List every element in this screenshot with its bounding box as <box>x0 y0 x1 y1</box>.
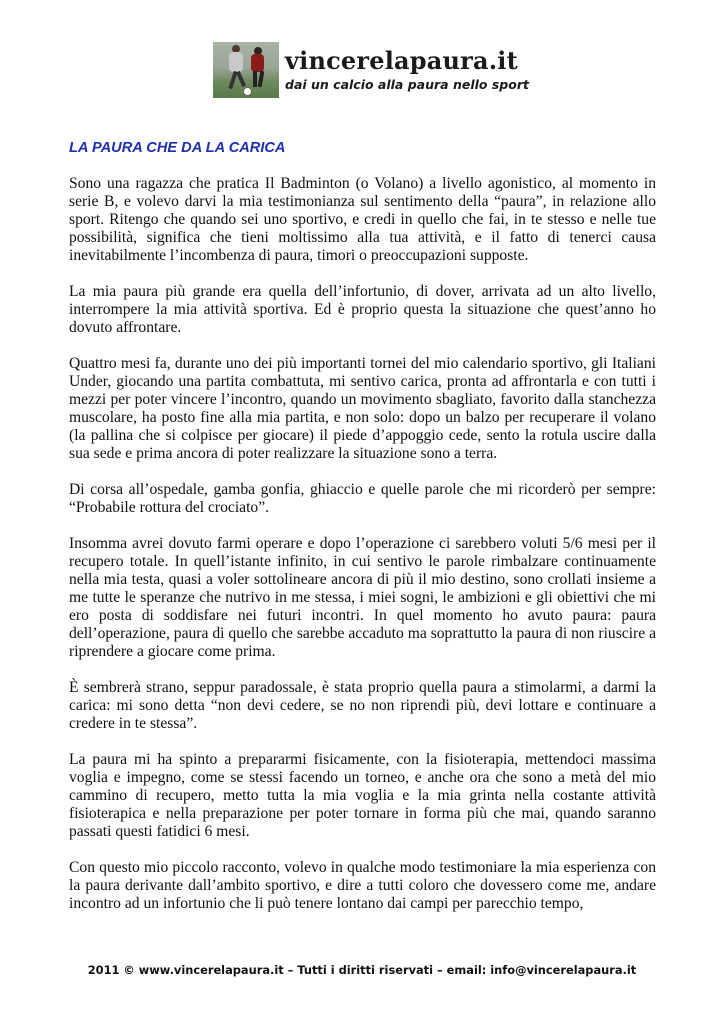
paragraph: Sono una ragazza che pratica Il Badminton (o Volano) a livello agonistico, al momento in serie B, e volevo darvi la mia testimonianza sul sentimento della “paura”, in relazione allo sport. Ritengo che quando sei uno sportivo, e credi in quello che fai, in te stesso e nelle tue possibilità, significa che tieni moltissimo alla tua attività, e il fatto di tenerci causa inevitabilmente l’incombenza di paura, timori o preoccupazioni supposte. <box>69 175 656 264</box>
paragraph: Di corsa all’ospedale, gamba gonfia, ghiaccio e quelle parole che mi ricorderò per sempre: “Probabile rottura del crociato”. <box>69 481 656 516</box>
site-name: vincerelapaura.it <box>285 46 518 75</box>
site-tagline: dai un calcio alla paura nello sport <box>285 77 529 92</box>
site-header <box>213 42 529 100</box>
article-title: LA PAURA CHE DA LA CARICA <box>69 140 286 156</box>
paragraph: La paura mi ha spinto a prepararmi fisicamente, con la fisioterapia, mettendoci massima voglia e impegno, come se stessi facendo un torneo, e anche ora che sono a metà del mio cammino di recupero, metto tutta la mia voglia e la mia grinta nella costante attività fisioterapica e nella preparazione per poter tornare in forma più che mai, quando saranno passati questi fatidici 6 mesi. <box>69 751 656 840</box>
page-footer: 2011 © www.vincerelapaura.it – Tutti i diritti riservati – email: info@vincerelapaura.it <box>87 963 637 977</box>
paragraph: La mia paura più grande era quella dell’infortunio, di dover, arrivata ad un alto livello, interrompere la mia attività sportiva. Ed è proprio questa la situazione che quest’anno ho dovuto affrontare. <box>69 283 656 336</box>
paragraph: Quattro mesi fa, durante uno dei più importanti tornei del mio calendario sportivo, gli Italiani Under, giocando una partita combattuta, mi sentivo carica, pronta ad affrontarla e con tutti i mezzi per poter vincere l’incontro, quando un movimento sbagliato, favorito dalla stanchezza muscolare, ha posto fine alla mia partita, e non solo: dopo un balzo per recuperare il volano (la pallina che si colpisce per giocare) il piede d’appoggio cede, sento la rotula uscire dalla sua sede e prima ancora di poter realizzare la situazione sono a terra. <box>69 355 656 462</box>
article-body <box>69 175 656 931</box>
paragraph: È sembrerà strano, seppur paradossale, è stata proprio quella paura a stimolarmi, a darmi la carica: mi sono detta “non devi cedere, se no non riprendi più, devi lottare e continuare a credere in te stessa”. <box>69 679 656 732</box>
paragraph: Con questo mio piccolo racconto, volevo in qualche modo testimoniare la mia esperienza con la paura derivante dall’ambito sportivo, e dire a tutti coloro che dovessero come me, andare incontro ad un infortunio che li può tenere lontano dai campi per parecchio tempo, <box>69 859 656 912</box>
header-photo <box>213 42 279 98</box>
paragraph: Insomma avrei dovuto farmi operare e dopo l’operazione ci sarebbero voluti 5/6 mesi per il recupero totale. In quell’istante infinito, in cui sentivo le parole rimbalzare continuamente nella mia testa, quasi a voler sottolineare ancora di più il mio destino, sono crollati insieme a me tutte le speranze che nutrivo in me stessa, i miei sogni, le ambizioni e gli obiettivi che mi ero posta di soddisfare nei futuri incontri. In quel momento ho avuto paura: paura dell’operazione, paura di quello che sarebbe accaduto ma soprattutto la paura di non riuscire a riprendere a giocare come prima. <box>69 535 656 660</box>
